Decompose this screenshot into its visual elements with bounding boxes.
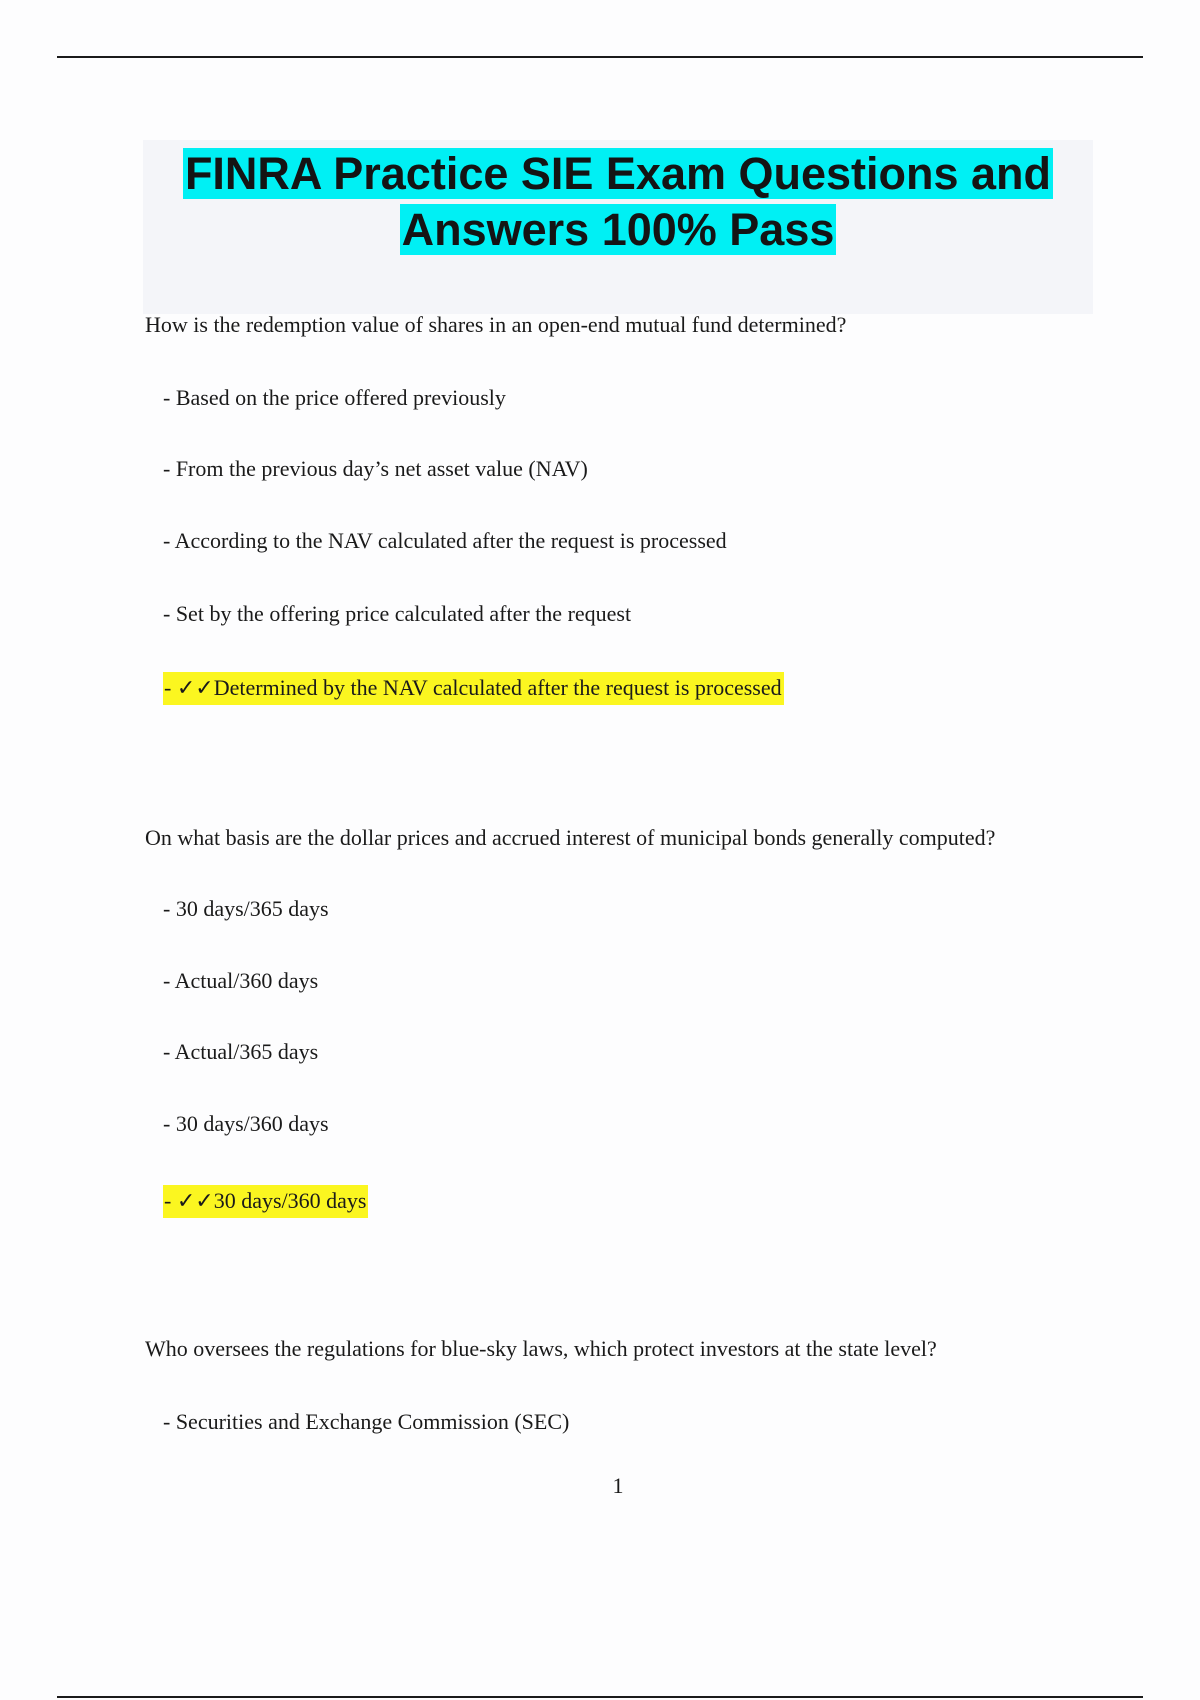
answer-prefix: - [164, 675, 177, 700]
question-3-text: Who oversees the regulations for blue-sky laws, which protect investors at the state level? [145, 1336, 937, 1361]
question-2-option-3: - Actual/365 days [163, 1039, 319, 1064]
question-1-option-2: - From the previous day’s net asset value (NAV) [163, 456, 588, 481]
question-1-option-1: - Based on the price offered previously [163, 385, 506, 410]
question-3-option-1: - Securities and Exchange Commission (SEC) [163, 1409, 570, 1434]
title-block [143, 140, 1093, 314]
answer-text: Determined by the NAV calculated after the request is processed [213, 675, 782, 700]
question-2-option-2: - Actual/360 days [163, 968, 319, 993]
header-rule [57, 56, 1143, 58]
title-highlight-2: Answers 100% Pass [401, 204, 835, 255]
question-1-option-3: - According to the NAV calculated after the request is processed [163, 528, 727, 553]
question-2-answer [163, 1185, 368, 1218]
document-title-line-1 [143, 146, 1093, 202]
question-2-option-4: - 30 days/360 days [163, 1111, 329, 1136]
answer-prefix: - [164, 1188, 177, 1213]
question-2-text: On what basis are the dollar prices and accrued interest of municipal bonds generally computed? [145, 825, 996, 850]
question-1-answer [163, 672, 784, 705]
question-1-text: How is the redemption value of shares in an open-end mutual fund determined? [145, 312, 847, 337]
question-1-option-4: - Set by the offering price calculated after the request [163, 601, 632, 626]
page-number: 1 [612, 1473, 624, 1498]
question-2-option-1: - 30 days/365 days [163, 896, 329, 921]
document-title-line-2 [143, 202, 1093, 258]
double-check-icon: ✓✓ [176, 1189, 214, 1214]
title-highlight-1: FINRA Practice SIE Exam Questions and [184, 148, 1052, 199]
double-check-icon: ✓✓ [176, 676, 214, 701]
answer-text: 30 days/360 days [213, 1188, 367, 1213]
footer-rule [57, 1696, 1143, 1698]
